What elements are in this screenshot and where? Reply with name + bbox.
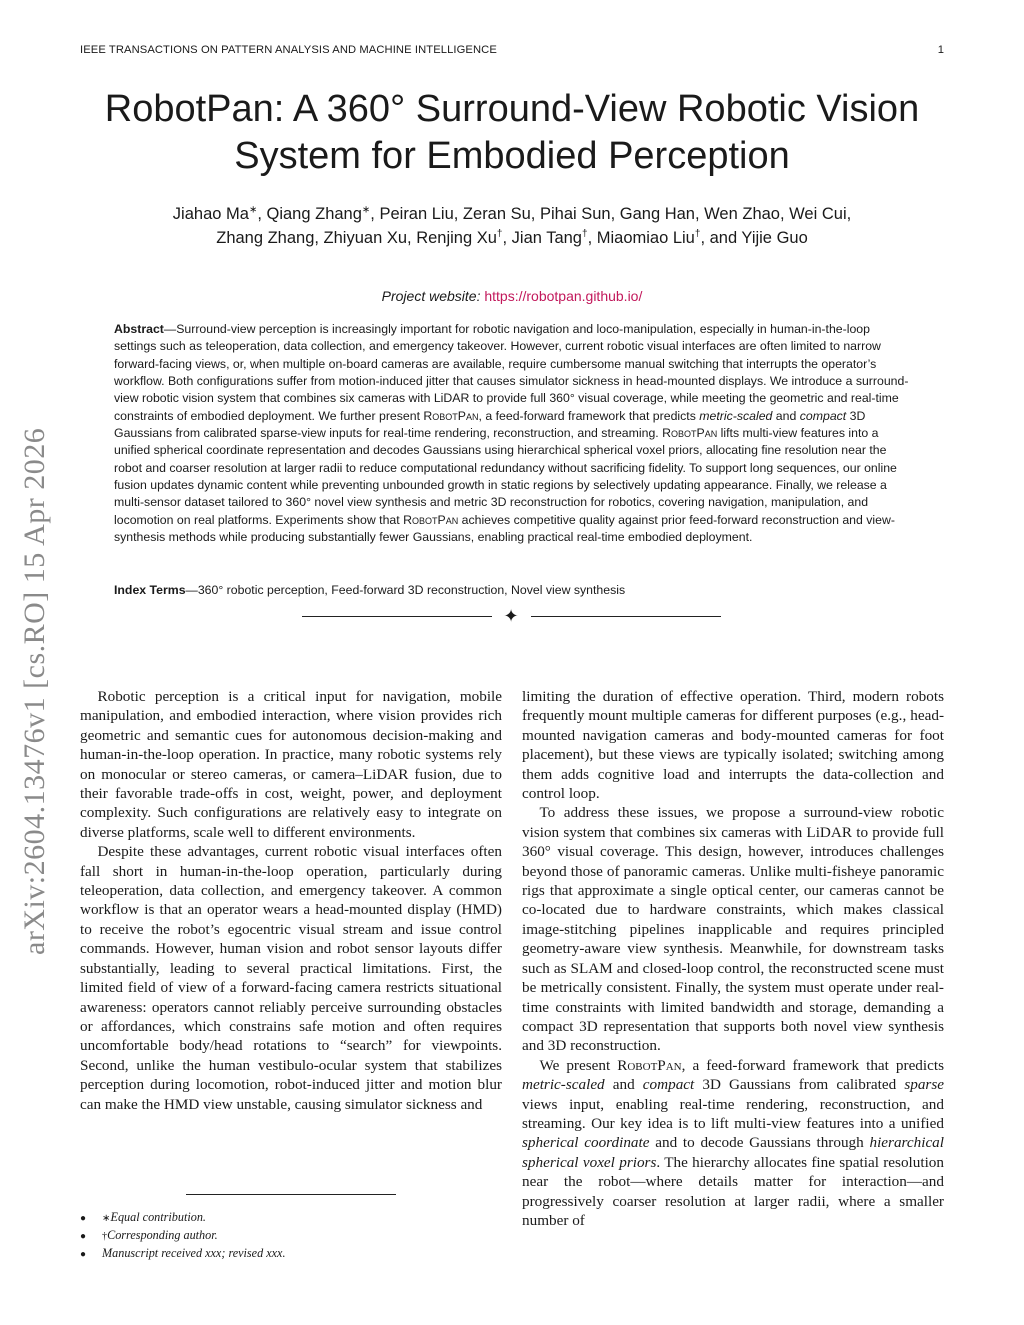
abstract-text: achieves competitive quality against prior feed-forward reconstruction and view-synthesis methods while producing substantially fewer Gaussians, enabling practical real-time embodied deployment. [114, 512, 895, 545]
footnote-text: Manuscript received xxx; revised xxx. [102, 1246, 286, 1260]
equal-contribution-mark: ∗ [248, 204, 258, 216]
body-emphasis: compact [642, 1076, 695, 1094]
abstract-text: 3D Gaussians from calibrated sparse-view inputs for real-time rendering, reconstruction, and streaming. [114, 408, 866, 441]
footnotes [80, 1209, 286, 1263]
author-text: , Miaomiao Liu [587, 229, 695, 247]
body-text: 3D Gaussians from calibrated [694, 1076, 905, 1094]
body-text: and [604, 1076, 643, 1094]
bullet-icon: ● [80, 1231, 87, 1242]
arxiv-stamp: arXiv:2604.13476v1 [cs.RO] 15 Apr 2026 [18, 427, 51, 955]
body-emphasis: metric-scaled [522, 1076, 605, 1094]
body-paragraph [522, 1056, 944, 1231]
author-text: , Jian Tang [502, 229, 582, 247]
footnote-item [80, 1245, 286, 1263]
abstract-text: and [772, 408, 800, 423]
page-number: 1 [937, 44, 944, 56]
footnote-mark: † [102, 1231, 108, 1242]
body-column-right [522, 687, 944, 1230]
author-list [80, 202, 944, 250]
project-label: Project website: [381, 288, 481, 304]
body-emphasis: sparse [904, 1076, 944, 1094]
method-name: RobotPan [403, 512, 459, 527]
bullet-icon: ● [80, 1249, 87, 1260]
body-text: We present [539, 1056, 618, 1074]
abstract-emphasis: metric-scaled [699, 408, 773, 423]
index-terms-label: Index Terms [114, 583, 186, 597]
method-name: RobotPan [423, 408, 479, 423]
body-text: and to decode Gaussians through [649, 1134, 870, 1152]
method-name: RobotPan [662, 426, 718, 441]
title-line-2: System for Embodied Perception [234, 135, 790, 177]
body-paragraph: Robotic perception is a critical input for navigation, mobile manipulation, and embodied interaction, where vision provides rich geometric and semantic cues for autonomous decision-making and human-in-the-loop operation. In practice, many robotic systems rely on monocular or stereo cameras, or camera–LiDAR fusion, due to their favorable trade-offs in cost, weight, power, and deployment complexity. Such configurations are relatively easy to integrate on diverse platforms, scale well to different environments. [80, 688, 502, 841]
body-text: . The hierarchy allocates fine spatial resolution near the robot—where details matter for interaction—and progressively coarser resolution at larger radii, where a smaller number of [522, 1153, 944, 1229]
paper-title [60, 86, 964, 180]
abstract-emphasis: compact [799, 408, 847, 423]
body-emphasis: hierarchical spherical voxel priors [522, 1134, 944, 1171]
body-text: views input, enabling real-time rendering, reconstruction, and streaming. Our key idea is to lift multi-view features into a unified [522, 1095, 944, 1132]
footnote-rule [186, 1194, 396, 1195]
abstract-label: Abstract [114, 322, 164, 336]
body-text: , a feed-forward framework that predicts [681, 1056, 944, 1074]
equal-contribution-mark: ∗ [361, 204, 371, 216]
separator-rule-left [302, 616, 492, 617]
index-terms [114, 583, 910, 597]
body-paragraph: limiting the duration of effective operation. Third, modern robots frequently mount multiple cameras for different purposes (e.g., head-mounted navigation cameras and body-mounted cameras for foot placement), but these views are typically isolated; switching among them adds cognitive load and interrupts the data-collection and control loop. [522, 688, 944, 803]
corresponding-author-mark: † [496, 228, 503, 240]
footnote-item [80, 1209, 286, 1227]
body-paragraph: To address these issues, we propose a surround-view robotic vision system that combines six cameras with LiDAR to provide full 360° visual coverage. This design, however, introduces challenges beyond those of panoramic cameras. Unlike multi-fisheye panoramic rigs that approximate a single optical center, our cameras cannot be co-located due to hardware constraints, which makes classical image-stitching pipelines inapplicable and requires principled geometry-aware view synthesis. Meanwhile, for downstream tasks such as SLAM and closed-loop control, the reconstructed scene must be metrically consistent. Finally, the system must operate under real-time constraints with limited bandwidth and storage, demanding a compact 3D representation that supports both novel view synthesis and 3D reconstruction. [522, 804, 944, 1055]
abstract-text: —Surround-view perception is increasingly important for robotic navigation and loco-manipulation, especially in human-in-the-loop settings such as teleoperation, data collection, and emergency takeover. However, current robotic visual interfaces are often limited to narrow forward-facing views, or, when multiple on-board cameras are available, require cumbersome manual switching that interrupts the operator’s workflow. Both configurations suffer from motion-induced jitter that causes simulator sickness in head-mounted displays. We introduce a surround-view robotic vision system that combines six cameras with LiDAR to provide full 360° visual coverage, while meeting the geometric and real-time constraints of embodied deployment. We further present [114, 322, 909, 423]
footnote-mark: ∗ [102, 1213, 111, 1224]
author-text: , Qiang Zhang [257, 205, 362, 223]
title-line-1: RobotPan: A 360° Surround-View Robotic Vision [104, 88, 920, 130]
bullet-icon: ● [80, 1213, 87, 1224]
project-website [80, 288, 944, 304]
footnote-text: Corresponding author. [107, 1228, 218, 1242]
footnote-text: Equal contribution. [110, 1210, 206, 1224]
running-head: IEEE TRANSACTIONS ON PATTERN ANALYSIS AND MACHINE INTELLIGENCE [80, 44, 497, 56]
footnote-item [80, 1227, 286, 1245]
author-text: Zhang Zhang, Zhiyuan Xu, Renjing Xu [216, 229, 497, 247]
index-terms-text: —360° robotic perception, Feed-forward 3D reconstruction, Novel view synthesis [185, 583, 626, 597]
separator-diamond-icon: ✦ [503, 606, 519, 626]
body-paragraph: Despite these advantages, current robotic visual interfaces often fall short in human-in-the-loop operation, particularly during teleoperation, data collection, and emergency takeover. A common workflow is that an operator wears a head-mounted display (HMD) to receive the robot’s egocentric visual stream and issue control commands. However, human vision and robot sensor layouts differ substantially, leading to several practical limitations. First, the limited field of view of a forward-facing camera restricts situational awareness: operators cannot reliably perceive surrounding obstacles or affordances, which constrains safe motion and often requires uncomfortable body/head rotations to “search” for viewpoints. Second, unlike the human vestibulo-ocular system that stabilizes perception during locomotion, robot-induced jitter and motion blur can make the HMD view unstable, causing simulator sickness and [80, 843, 502, 1113]
body-column-left [80, 687, 502, 1114]
author-text: , Peiran Liu, Zeran Su, Pihai Sun, Gang Han, Wen Zhao, Wei Cui, [370, 205, 852, 223]
project-link[interactable]: https://robotpan.github.io/ [484, 288, 643, 304]
abstract-text: , a feed-forward framework that predicts [478, 408, 700, 423]
abstract-text: lifts multi-view features into a unified spherical coordinate representation and decodes Gaussians using hierarchical spherical voxel priors, allocating fine resolution near the robot and coarser resolution at larger radii to reduce computational redundancy without sacrificing fidelity. To support long sequences, our online fusion updates dynamic content while preventing unbounded growth in static regions by selectively updating appearance. Finally, we release a multi-sensor dataset tailored to 360° novel view synthesis and metric 3D reconstruction for robotics, covering navigation, manipulation, and locomotion on real platforms. Experiments show that [114, 426, 897, 527]
method-name: RobotPan [617, 1056, 682, 1074]
corresponding-author-mark: † [582, 228, 588, 240]
author-text: , and Yijie Guo [700, 229, 808, 247]
body-emphasis: spherical coordinate [522, 1134, 650, 1152]
abstract [114, 321, 910, 546]
separator-rule-right [531, 616, 721, 617]
corresponding-author-mark: † [694, 228, 701, 240]
author-text: Jiahao Ma [172, 205, 249, 223]
